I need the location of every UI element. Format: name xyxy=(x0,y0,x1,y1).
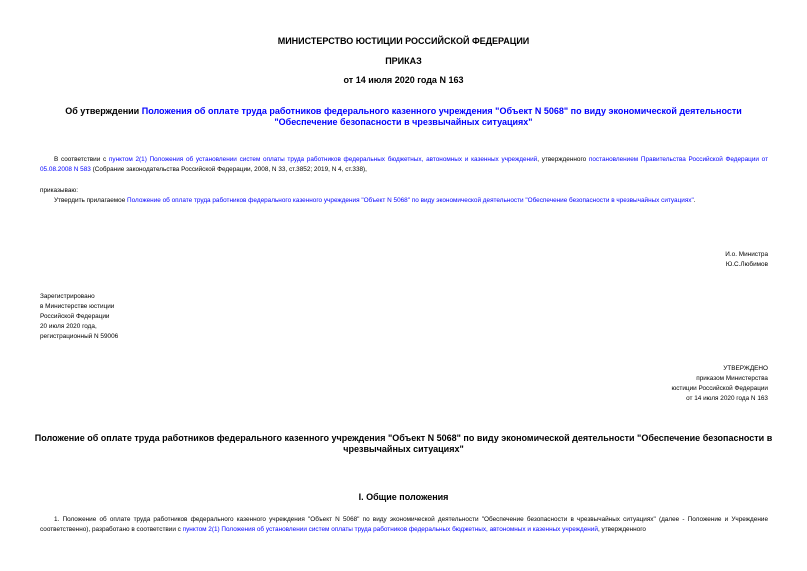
registration-block xyxy=(40,292,240,342)
document-date-number: от 14 июля 2020 года N 163 xyxy=(343,75,464,85)
approval-stamp xyxy=(518,364,768,404)
ministry-name: МИНИСТЕРСТВО ЮСТИЦИИ РОССИЙСКОЙ ФЕДЕРАЦИИ xyxy=(277,36,530,46)
regulation-title xyxy=(0,433,807,455)
preamble-text-b: , утвержденного xyxy=(537,156,589,163)
approve-link-regulation[interactable]: Положение об оплате труда работников федерального казенного учреждения "Объект N 5068" по виду экономической деятельности "Обеспечение безопасности в чрезвычайных ситуациях" xyxy=(127,197,694,204)
registration-line-2: в Министерстве юстиции xyxy=(40,303,115,310)
section-text-a: 1. Положение об оплате труда работников федерального казенного учреждения "Объект N 5068" по виду экономической деятельности "Обеспечение безопасности в чрезвычайных ситуациях" (далее - Положение и Учреждение соответственно), разработано в соответствии с xyxy=(40,516,768,533)
preamble-link-clause[interactable]: пунктом 2(1) Положения об установлении систем оплаты труда работников федеральных бюджетных, автономных и казенных учреждений xyxy=(108,156,538,163)
approve-paragraph xyxy=(40,196,768,206)
approval-line-2: приказом Министерства xyxy=(696,375,768,382)
section-link-clause[interactable]: пунктом 2(1) Положения об установлении систем оплаты труда работников федеральных бюджетных, автономных и казенных учреждений xyxy=(182,526,598,533)
title-prefix: Об утверждении xyxy=(65,106,142,116)
approval-line-4: от 14 июля 2020 года N 163 xyxy=(686,395,768,402)
preamble-text-c: (Собрание законодательства Российской Федерации, 2008, N 33, ст.3852; 2019, N 4, ст.338), xyxy=(90,166,367,173)
approve-text-b: . xyxy=(693,197,696,204)
approve-text-a: Утвердить прилагаемое xyxy=(54,197,128,204)
registration-line-1: Зарегистрировано xyxy=(40,293,95,300)
section-heading: I. Общие положения xyxy=(358,492,449,502)
document-type: ПРИКАЗ xyxy=(385,56,422,66)
preamble-link-resolution[interactable]: постановлением Правительства Российской Федерации от 05.08.2008 N 583 xyxy=(40,156,769,173)
section-text-b: , утвержденного xyxy=(597,526,646,533)
approval-line-1: УТВЕРЖДЕНО xyxy=(723,365,768,372)
document-title xyxy=(0,106,807,128)
order-word: приказываю: xyxy=(40,187,78,194)
preamble-paragraph xyxy=(40,155,768,175)
registration-line-4: 20 июля 2020 года, xyxy=(40,323,97,330)
approval-line-3: юстиции Российской Федерации xyxy=(671,385,768,392)
regulation-title-line-2: чрезвычайных ситуациях" xyxy=(343,444,464,454)
signature-name: Ю.С.Любимов xyxy=(725,261,768,268)
regulation-title-line-1: Положение об оплате труда работников федерального казенного учреждения "Объект N 5068" по виду экономической деятельности "Обеспечение безопасности в xyxy=(34,433,773,443)
registration-line-5: регистрационный N 59006 xyxy=(40,333,119,340)
signature-block xyxy=(568,250,768,270)
preamble-text-a: В соответствии с xyxy=(54,156,109,163)
section-paragraph-1 xyxy=(40,515,768,535)
registration-line-3: Российской Федерации xyxy=(40,313,110,320)
title-link-regulation-cont[interactable]: "Обеспечение безопасности в чрезвычайных ситуациях" xyxy=(274,117,533,127)
signature-position: И.о. Министра xyxy=(725,251,768,258)
title-link-regulation[interactable]: Положения об оплате труда работников федерального казенного учреждения "Объект N 5068" по виду экономической деятельности xyxy=(141,106,742,116)
